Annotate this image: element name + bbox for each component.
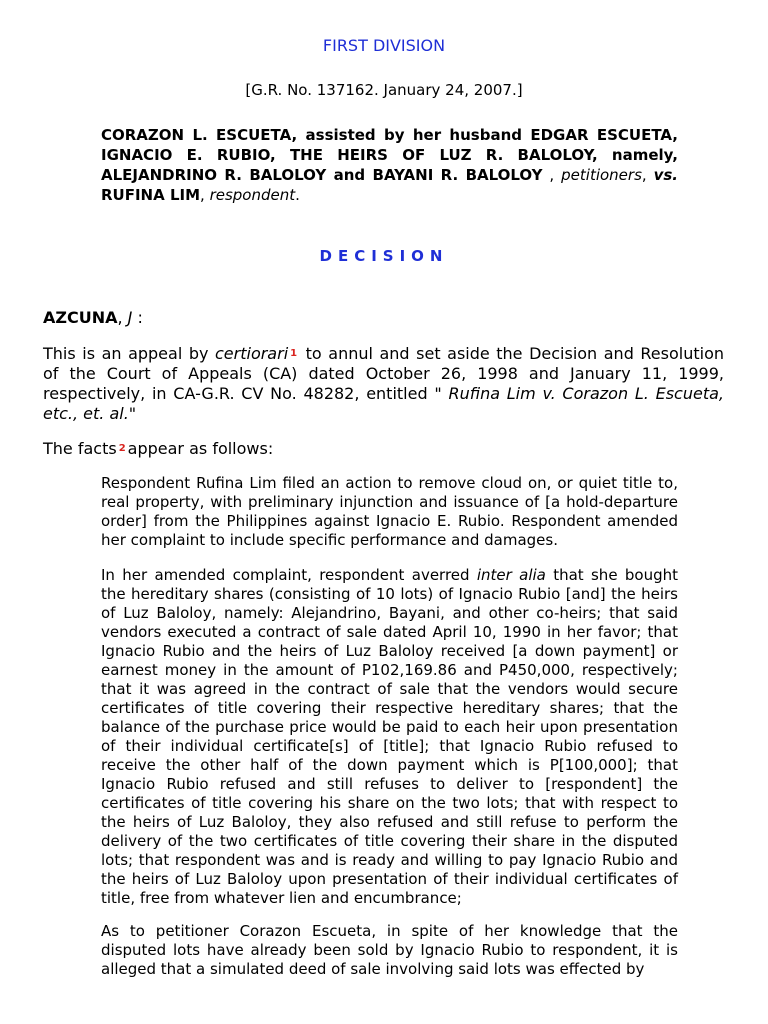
opening-paragraph [43, 344, 724, 424]
quoted-paragraph-1: Respondent Rufina Lim filed an action to remove cloud on, or quiet title to, real property, with preliminary injunction and issuance of [a hold-departure order] from the Philippines against Ignacio E. Rubio. Respondent amended her complaint to include specific performance and damages. [101, 474, 678, 549]
caption-period: . [295, 186, 300, 204]
paragraph-text: " [128, 404, 137, 423]
respondent-label: respondent [209, 186, 296, 204]
respondent-name: RUFINA LIM [101, 186, 201, 204]
petitioners-label: petitioners [561, 166, 642, 184]
facts-text: The facts [43, 439, 117, 458]
caption-comma: , [641, 166, 654, 184]
ponente-separator: , [117, 308, 128, 327]
quoted-paragraph-3: As to petitioner Corazon Escueta, in spite of her knowledge that the disputed lots have already been sold by Ignacio Rubio to respondent, it is alleged that a simulated deed of sale involving said lots was effected by [101, 922, 678, 978]
case-number: [G.R. No. 137162. January 24, 2007.] [245, 81, 523, 99]
footnote-link-1[interactable]: 1 [290, 348, 298, 359]
ponente-line [43, 308, 143, 327]
case-caption [101, 125, 678, 205]
paragraph-text: to annul and set aside the Decision and Resolution of the Court of Appeals (CA) dated October 26, 1998 and January 11, 1999, respectively, in CA-G.R. CV No. 48282, entitled " [43, 344, 724, 403]
division-heading: FIRST DIVISION [322, 36, 446, 55]
versus-label: vs. [653, 166, 678, 184]
facts-text: appear as follows: [127, 439, 274, 458]
ponente-title: J [127, 308, 133, 327]
quoted-paragraph-2 [101, 566, 678, 908]
ponente-name: AZCUNA [43, 308, 118, 327]
certiorari-term: certiorari [215, 344, 289, 363]
footnote-link-2[interactable]: 2 [118, 443, 126, 454]
caption-comma: , [542, 166, 555, 184]
caption-comma: , [200, 186, 210, 204]
ponente-colon: : [132, 308, 143, 327]
quote-text: In her amended complaint, respondent averred [101, 566, 477, 584]
case-title: Rufina Lim v. Corazon L. Escueta, etc., et. al. [43, 384, 724, 423]
petitioners-names: CORAZON L. ESCUETA, assisted by her husband EDGAR ESCUETA, IGNACIO E. RUBIO, THE HEIRS OF LUZ R. BALOLOY, namely, ALEJANDRINO R. BALOLOY and BAYANI R. BALOLOY [101, 126, 678, 184]
quote-text: that she bought the hereditary shares (consisting of 10 lots) of Ignacio Rubio [and] the heirs of Luz Baloloy, namely: Alejandrino, Bayani, and other co-heirs; that said vendors executed a contract of sale dated April 10, 1990 in her favor; that Ignacio Rubio and the heirs of Luz Baloloy received [a down payment] or earnest money in the amount of P102,169.86 and P450,000, respectively; that it was agreed in the contract of sale that the vendors would secure certificates of title covering their respective hereditary shares; that the balance of the purchase price would be paid to each heir upon presentation of their individual certificate[s] of [title]; that Ignacio Rubio refused to receive the other half of the down payment which is P[100,000]; that Ignacio Rubio refused and still refuses to deliver to [respondent] the certificates of title covering his share on the two lots; that with respect to the heirs of Luz Baloloy, they also refused and still refuse to perform the delivery of the two certificates of title covering their share in the disputed lots; that respondent was and is ready and willing to pay Ignacio Rubio and the heirs of Luz Baloloy upon presentation of their individual certificates of title, free from whatever lien and encumbrance; [101, 566, 678, 907]
facts-intro [43, 439, 273, 458]
inter-alia-term: inter alia [476, 566, 546, 584]
decision-title: DECISION [319, 247, 449, 265]
paragraph-text: This is an appeal by [43, 344, 215, 363]
